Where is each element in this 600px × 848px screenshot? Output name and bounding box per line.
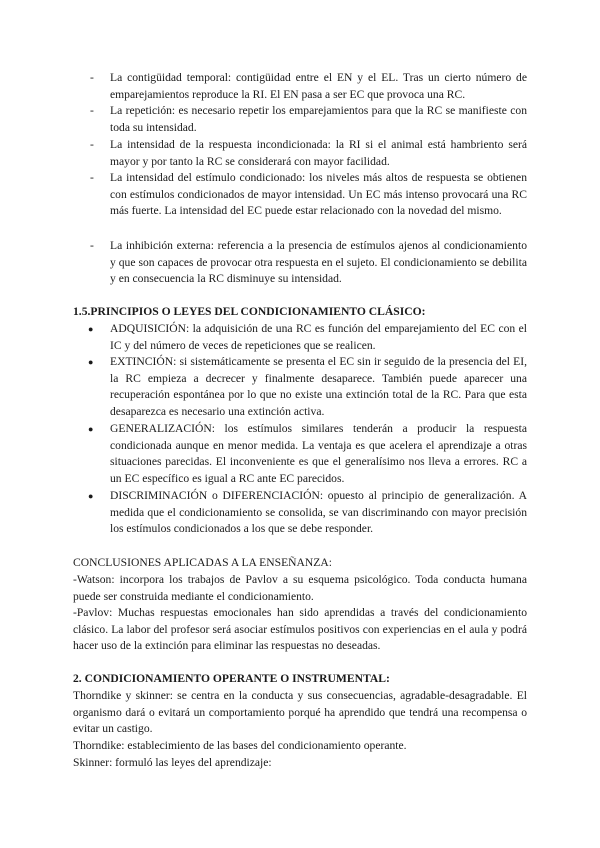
list-item-external-inhibition <box>90 238 527 288</box>
principle-discrimination <box>84 488 527 538</box>
list-item-repetition <box>90 103 527 136</box>
bullet-marker: ● <box>88 324 94 334</box>
bullet-marker: ● <box>88 424 94 434</box>
conclusion-pavlov: -Pavlov: Muchas respuestas emocionales han sido aprendidas a través del condicionamiento clásico. La labor del profesor será asociar estímulos positivos con experiencias en el aula y podrá hacer uso de la extinción para eliminar las respuestas no deseadas. <box>73 606 527 653</box>
dash-marker: - <box>90 138 94 151</box>
principle-text: GENERALIZACIÓN: los estímulos similares tenderán a producir la respuesta condicionada aunque en menor medida. La ventaja es que acelera el aprendizaje a otras situaciones parecidas. El inconveniente es que el generalísimo nos lleva a errores. RC a un EC específico es igual a RC ante EC parecidos. <box>110 422 527 485</box>
principle-extinction <box>84 354 527 420</box>
section-heading-operant: 2. CONDICIONAMIENTO OPERANTE O INSTRUMENTAL: <box>73 672 390 685</box>
list-item-text: La repetición: es necesario repetir los emparejamientos para que la RC se manifieste con toda su intensidad. <box>110 104 527 134</box>
principle-generalization <box>84 421 527 487</box>
list-item-unconditioned-intensity <box>90 137 527 170</box>
principle-acquisition <box>84 321 527 354</box>
bullet-marker: ● <box>88 491 94 501</box>
dash-marker: - <box>90 239 94 252</box>
list-item-text: La intensidad de la respuesta incondicionada: la RI si el animal está hambriento será mayor y por tanto la RC se considerará con mayor facilidad. <box>110 138 527 168</box>
list-item-text: La inhibición externa: referencia a la presencia de estímulos ajenos al condicionamiento y que son capaces de provocar otra respuesta en el sujeto. El condicionamiento se debilita y en consecuencia la RC disminuye su intensidad. <box>110 239 527 286</box>
principle-text: ADQUISICIÓN: la adquisición de una RC es función del emparejamiento del EC con el IC y del número de veces de repeticiones que se realicen. <box>110 322 527 352</box>
paragraph-skinner: Skinner: formuló las leyes del aprendizaje: <box>73 756 272 769</box>
dash-marker: - <box>90 71 94 84</box>
bullet-marker: ● <box>88 357 94 367</box>
dash-marker: - <box>90 104 94 117</box>
section-heading-principles: 1.5.PRINCIPIOS O LEYES DEL CONDICIONAMIENTO CLÁSICO: <box>73 305 426 318</box>
list-item-text: La contigüidad temporal: contigüidad entre el EN y el EL. Tras un cierto número de emparejamientos reproduce la RI. El EN pasa a ser EC que provoca una RC. <box>110 71 527 101</box>
principle-text: DISCRIMINACIÓN o DIFERENCIACIÓN: opuesto al principio de generalización. A medida que el condicionamiento se consolida, se van discriminando con mayor precisión los estímulos condicionados a los que se debe responder. <box>110 489 527 536</box>
paragraph-thorndike-skinner: Thorndike y skinner: se centra en la conducta y sus consecuencias, agradable-desagradable. El organismo dará o evitará un comportamiento porqué ha aprendido que tendrá una recompensa o evitar un castigo. <box>73 689 527 736</box>
dash-marker: - <box>90 171 94 184</box>
principle-text: EXTINCIÓN: si sistemáticamente se presenta el EC sin ir seguido de la presencia del EI, la RC empieza a decrecer y finalmente desaparece. También puede aparecer una recuperación espontánea por lo que no existe una extinción total de la RC. Para que esta desaparezca es necesario una extinción activa. <box>110 355 527 418</box>
list-item-contiguity <box>90 70 527 103</box>
paragraph-thorndike: Thorndike: establecimiento de las bases del condicionamiento operante. <box>73 739 407 752</box>
conclusion-watson: -Watson: incorpora los trabajos de Pavlov a su esquema psicológico. Toda conducta humana puede ser construida mediante el condicionamiento. <box>73 573 527 603</box>
list-item-text: La intensidad del estímulo condicionado: los niveles más altos de respuesta se obtienen con estímulos condicionados de mayor intensidad. Un EC más intenso provocará una RC más fuerte. La intensidad del EC puede estar relacionado con la novedad del mismo. <box>110 171 527 218</box>
conclusions-heading: CONCLUSIONES APLICADAS A LA ENSEÑANZA: <box>73 556 332 569</box>
list-item-conditioned-intensity <box>90 170 527 220</box>
